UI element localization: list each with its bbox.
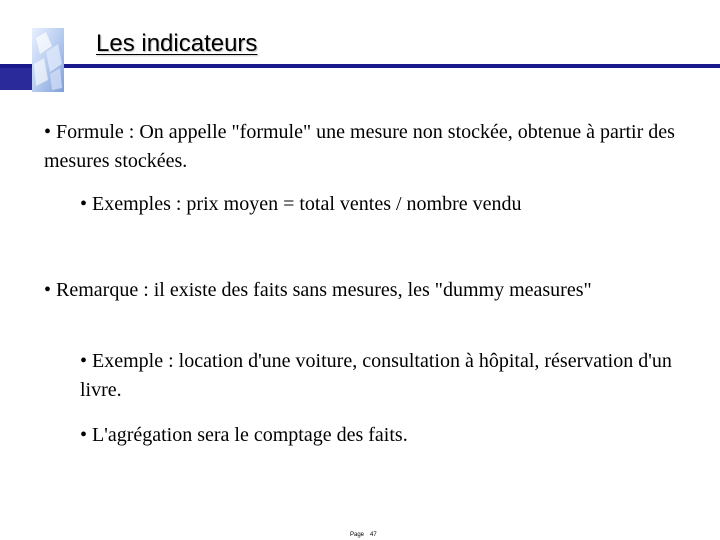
bullet-agregation: • L'agrégation sera le comptage des faits.	[80, 424, 408, 446]
bullet-remarque: • Remarque : il existe des faits sans mesures, les "dummy measures"	[44, 279, 592, 301]
page-label: Page	[350, 532, 365, 538]
page-footer	[350, 532, 383, 538]
bullet-formule: • Formule : On appelle "formule" une mesure non stockée, obtenue à partir des mesures stockées.	[44, 121, 675, 172]
page-number: 47	[370, 532, 377, 538]
crystal-logo-icon	[32, 28, 64, 92]
bullet-exemple: • Exemple : location d'une voiture, consultation à hôpital, réservation d'un livre.	[80, 350, 672, 401]
bullet-exemples: • Exemples : prix moyen = total ventes / nombre vendu	[80, 193, 522, 215]
slide-title: Les indicateurs	[96, 30, 258, 57]
header-rule	[0, 64, 720, 68]
